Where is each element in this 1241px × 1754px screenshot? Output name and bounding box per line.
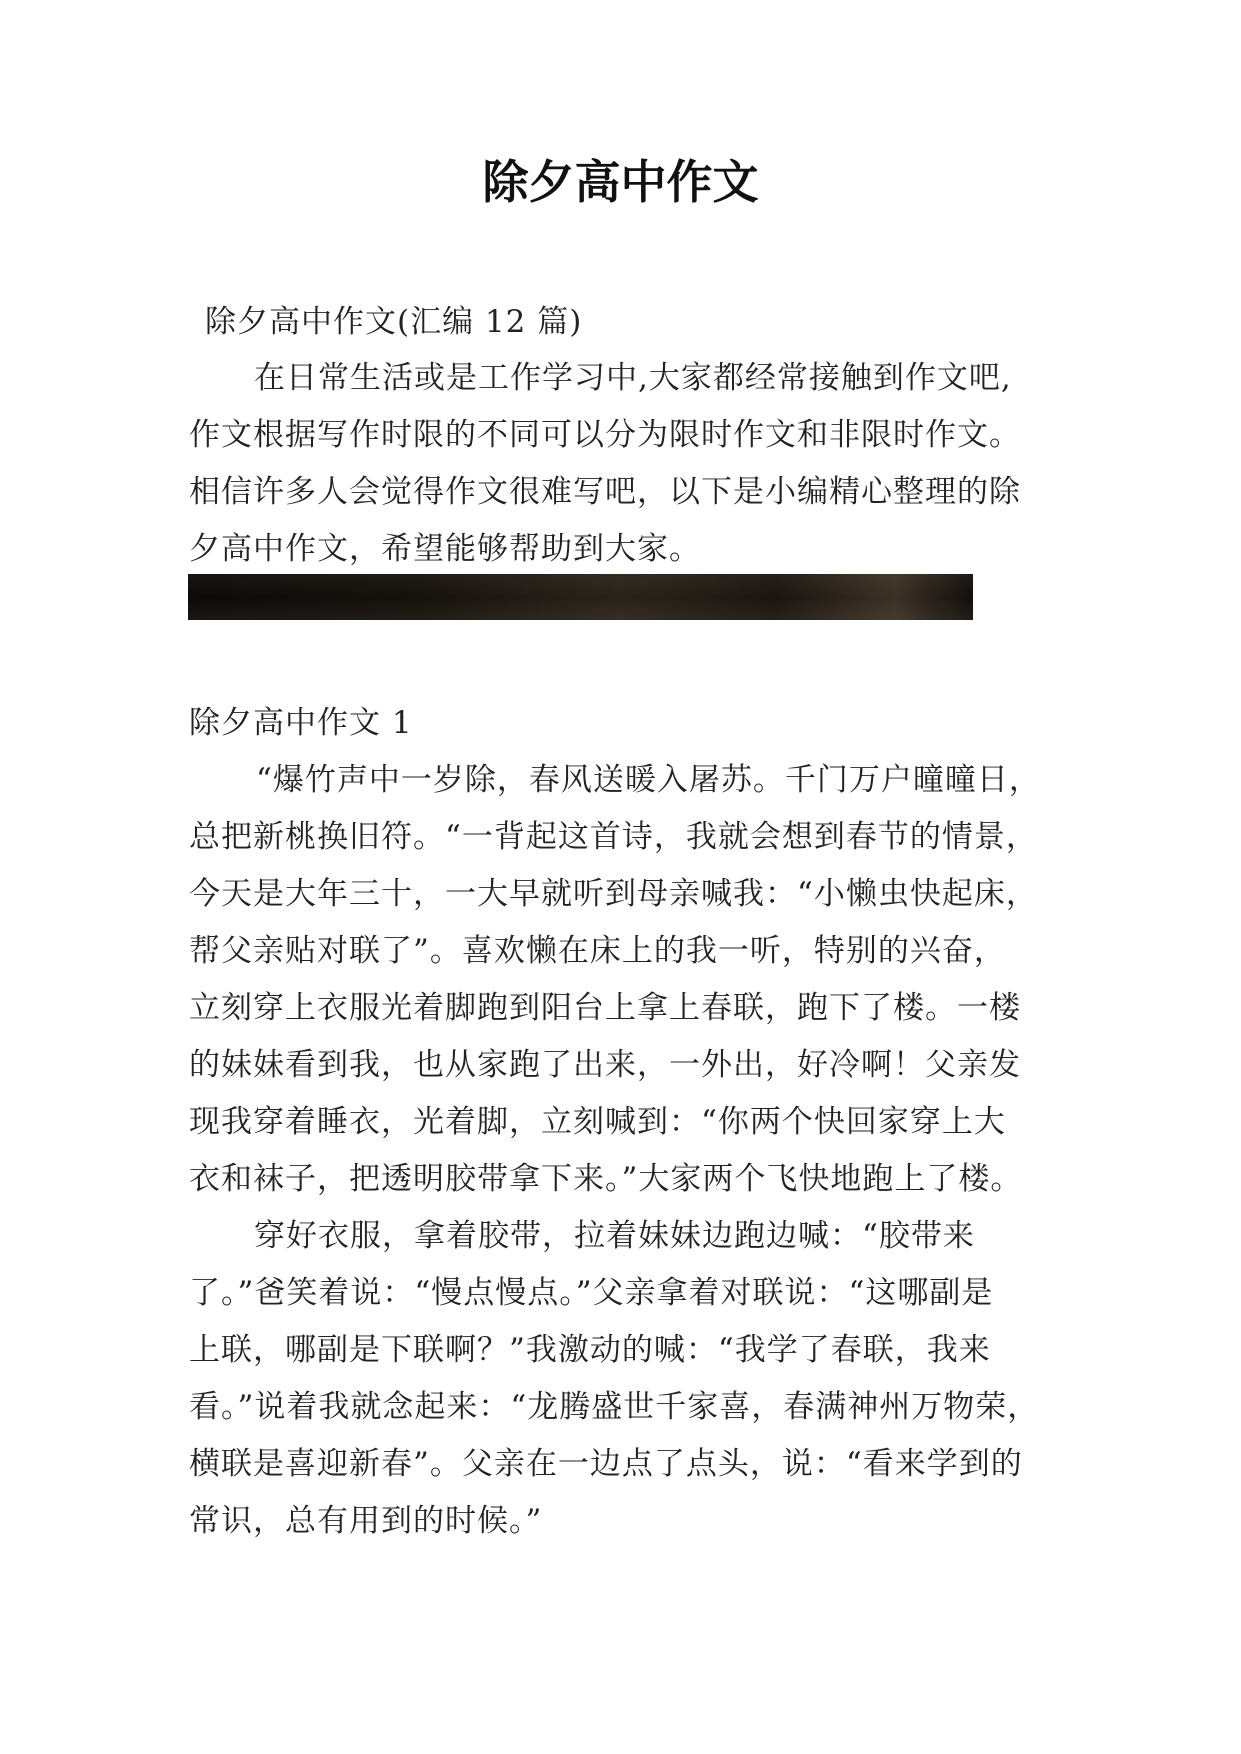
body-line: 的妹妹看到我，也从家跑了出来，一外出，好冷啊！父亲发 bbox=[189, 1047, 1021, 1083]
body-line: 现我穿着睡衣，光着脚，立刻喊到：“你两个快回家穿上大 bbox=[189, 1104, 1006, 1140]
section-heading: 除夕高中作文 1 bbox=[189, 705, 413, 741]
body-line: 今天是大年三十，一大早就听到母亲喊我：“小懒虫快起床， bbox=[189, 876, 1038, 912]
intro-line: 作文根据写作时限的不同可以分为限时作文和非限时作文。 bbox=[189, 417, 1021, 453]
body-line: 总把新桃换旧符。“一背起这首诗，我就会想到春节的情景， bbox=[189, 819, 1038, 855]
banner-image bbox=[188, 574, 973, 620]
intro-line: 相信许多人会觉得作文很难写吧，以下是小编精心整理的除 bbox=[189, 474, 1021, 510]
body-line: 常识，总有用到的时候。” bbox=[189, 1503, 543, 1539]
document-subtitle: 除夕高中作文(汇编 12 篇) bbox=[205, 304, 583, 340]
intro-line: 在日常生活或是工作学习中,大家都经常接触到作文吧, bbox=[254, 360, 1012, 396]
body-line: 立刻穿上衣服光着脚跑到阳台上拿上春联，跑下了楼。一楼 bbox=[189, 990, 1021, 1026]
body-line: 横联是喜迎新春”。父亲在一边点了点头，说：“看来学到的 bbox=[189, 1446, 1023, 1482]
body-line: “爆竹声中一岁除，春风送暖入屠苏。千门万户曈曈日， bbox=[256, 762, 1041, 798]
body-line: 上联，哪副是下联啊？”我激动的喊：“我学了春联，我来 bbox=[189, 1332, 991, 1368]
body-line: 穿好衣服，拿着胶带，拉着妹妹边跑边喊：“胶带来 bbox=[254, 1218, 975, 1254]
document-title: 除夕高中作文 bbox=[482, 155, 759, 209]
body-line: 了。”爸笑着说：“慢点慢点。”父亲拿着对联说：“这哪副是 bbox=[189, 1275, 994, 1311]
body-line: 衣和袜子，把透明胶带拿下来。”大家两个飞快地跑上了楼。 bbox=[189, 1161, 1023, 1197]
body-line: 帮父亲贴对联了”。喜欢懒在床上的我一听，特别的兴奋， bbox=[189, 933, 1006, 969]
body-line: 看。”说着我就念起来：“龙腾盛世千家喜，春满神州万物荣， bbox=[189, 1389, 1040, 1425]
intro-line: 夕高中作文，希望能够帮助到大家。 bbox=[189, 531, 701, 567]
